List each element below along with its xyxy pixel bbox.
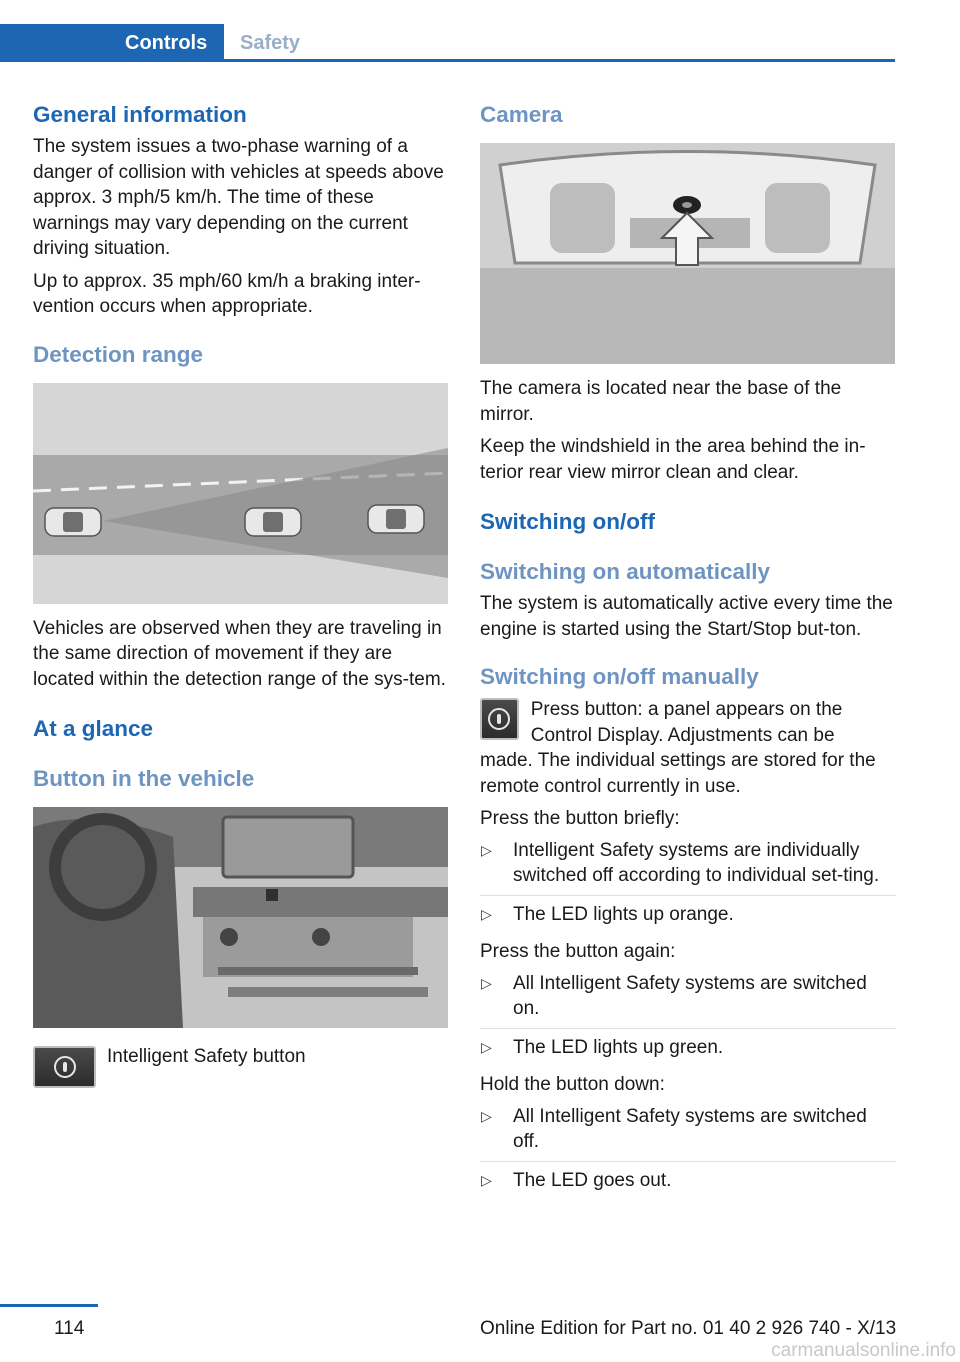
tab-safety[interactable]: Safety [240,32,301,54]
hold-list [480,1104,896,1200]
general-paragraph-2: Up to approx. 35 mph/60 km/h a braking inter‐vention occurs when appropriate. [33,270,421,317]
list-item: ▷ Intelligent Safety systems are individually switched off according to individual set‐ting. [480,838,896,896]
auto-paragraph: The system is automatically active every time the engine is started using the Start/Stop but‐ton. [480,593,893,640]
detection-range-heading: Detection range [33,341,204,367]
brief-intro: Press the button briefly: [480,808,680,829]
camera-illustration [480,143,895,364]
detection-paragraph: Vehicles are observed when they are traveling in the same direction of movement if they are located within the detection range of the sys‐tem. [33,617,446,690]
again-intro: Press the button again: [480,941,676,962]
switching-on-off-heading: Switching on/off [480,509,655,534]
camera-graphic [480,143,895,364]
button-in-vehicle-heading: Button in the vehicle [33,766,255,791]
switching-manually-heading: Switching on/off manually [480,664,759,689]
camera-paragraph-1: The camera is located near the base of the mirror. [480,378,842,425]
manual-button-icon [480,698,519,740]
hold-intro: Hold the button down: [480,1074,665,1095]
brief-list [480,838,896,934]
watermark: carmanualsonline.info [771,1340,956,1361]
left-column [33,100,448,1088]
page-number: 114 [54,1318,85,1339]
list-item: ▷ The LED lights up orange. [481,903,734,925]
list-item: ▷ The LED goes out. [481,1169,672,1191]
general-paragraph-1: The system issues a two-phase warning of a danger of collision with vehicles at speeds above approx. 3 mph/5 km/h. The time of these warnings may vary depending on the current driving situation. [33,136,444,259]
right-column [480,100,896,1205]
switching-on-automatically-heading: Switching on automatically [480,559,771,584]
detection-range-illustration [33,383,448,604]
list-item: ▷ All Intelligent Safety systems are switched on. [480,971,896,1029]
manual-paragraph-part-b: made. The individual settings are stored for the remote control currently in use. [480,750,876,797]
list-item: ▷ The LED lights up green. [481,1036,724,1058]
again-list [480,971,896,1067]
intelligent-safety-button-icon [33,1046,96,1088]
detection-range-graphic [33,383,448,604]
tab-controls[interactable]: Controls [0,24,224,62]
manual-paragraph-part-a: Press button: a panel appears on the Control Display. Adjustments can be [530,699,843,746]
camera-paragraph-2: Keep the windshield in the area behind the in‐terior rear view mirror clean and clear. [480,436,866,483]
header-tabbar [0,24,895,62]
general-information-heading: General information [33,102,247,127]
button-caption-row [33,1046,448,1088]
camera-heading: Camera [480,102,563,127]
list-item: ▷ All Intelligent Safety systems are switched off. [480,1104,896,1162]
dashboard-illustration [33,807,448,1028]
button-caption: Intelligent Safety button [107,1046,306,1067]
manual-row [480,698,896,748]
dashboard-graphic [33,807,448,1028]
edition-note: Online Edition for Part no. 01 40 2 926 740 - X/13 [480,1318,897,1339]
at-a-glance-heading: At a glance [33,716,154,741]
footer-accent-line [0,1304,98,1307]
